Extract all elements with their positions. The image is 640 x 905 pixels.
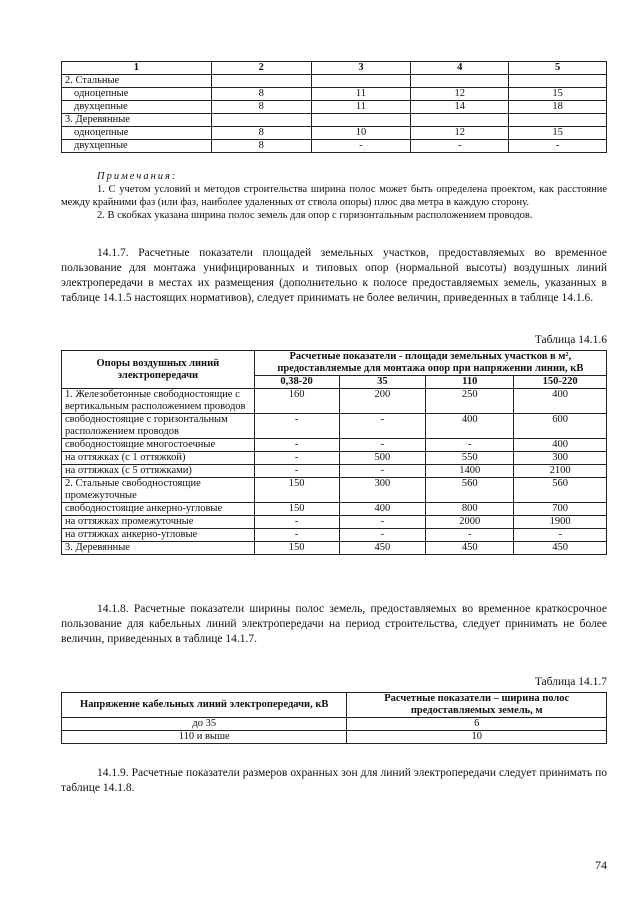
cell: 18 (509, 101, 607, 114)
cell: 150 (254, 503, 339, 516)
notes-block (61, 170, 607, 222)
cell: - (411, 140, 509, 153)
table-row (62, 75, 607, 88)
row-label: на оттяжках (с 5 оттяжками) (62, 465, 255, 478)
cell: 110 и выше (62, 731, 347, 744)
cell: - (254, 439, 339, 452)
table-row (62, 101, 607, 114)
cell: 10 (311, 127, 411, 140)
row-label: одноцепные (62, 127, 212, 140)
cell: 11 (311, 101, 411, 114)
cell: 400 (426, 414, 514, 439)
cell: 450 (426, 542, 514, 555)
cell: 550 (426, 452, 514, 465)
cell: - (311, 140, 411, 153)
row-label: 2. Стальные свободностоящие промежуточные (62, 478, 255, 503)
cell (411, 75, 509, 88)
col-header: Напряжение кабельных линий электропередачи, кВ (62, 693, 347, 718)
cell: 800 (426, 503, 514, 516)
cell: 11 (311, 88, 411, 101)
voltage-header: 110 (426, 376, 514, 389)
table-header-row (62, 62, 607, 75)
col-header: Расчетные показатели – ширина полос предоставляемых земель, м (347, 693, 607, 718)
cell (411, 114, 509, 127)
cell: - (426, 439, 514, 452)
paragraph-14-1-8: 14.1.8. Расчетные показатели ширины полос земель, предоставляемых во временное краткосрочное пользование для кабельных линий электропередачи на период строительства, следует принимать не более величин, приведенных в таблице 14.1.7. (61, 603, 607, 645)
table-row (62, 439, 607, 452)
support-area-table (61, 350, 607, 555)
cell: 450 (514, 542, 607, 555)
group-header: Расчетные показатели - площади земельных участков в м², предоставляемые для монтажа опор при напряжении линии, кВ (254, 351, 606, 376)
row-label: двухцепные (62, 140, 212, 153)
cell: 150 (254, 542, 339, 555)
table-row (62, 414, 607, 439)
table-row (62, 731, 607, 744)
cell: 15 (509, 88, 607, 101)
cell: 500 (339, 452, 426, 465)
table-row (62, 452, 607, 465)
col1-header: Опоры воздушных линий электропередачи (62, 351, 255, 389)
cell: 560 (514, 478, 607, 503)
table-row (62, 114, 607, 127)
col-header: 5 (509, 62, 607, 75)
table-row (62, 542, 607, 555)
note-item: 2. В скобках указана ширина полос земель для опор с горизонтальным расположением проводов. (97, 210, 533, 221)
cell: 400 (514, 439, 607, 452)
cell: - (509, 140, 607, 153)
col-header: 1 (62, 62, 212, 75)
col-header: 2 (211, 62, 311, 75)
voltage-header: 0,38-20 (254, 376, 339, 389)
cell: - (254, 452, 339, 465)
cell: 250 (426, 389, 514, 414)
cell: - (254, 465, 339, 478)
table-row (62, 465, 607, 478)
col-header: 3 (311, 62, 411, 75)
table-row (62, 718, 607, 731)
notes-title: Примечания: (97, 171, 178, 182)
cell: 160 (254, 389, 339, 414)
power-line-width-table (61, 61, 607, 153)
cell: до 35 (62, 718, 347, 731)
voltage-header: 35 (339, 376, 426, 389)
cable-line-width-table (61, 692, 607, 744)
row-label: на оттяжках промежуточные (62, 516, 255, 529)
table-row (62, 88, 607, 101)
paragraph-14-1-9: 14.1.9. Расчетные показатели размеров охранных зон для линий электропередачи следует принимать по таблице 14.1.8. (61, 767, 607, 794)
cell: 6 (347, 718, 607, 731)
row-label: 3. Деревянные (62, 114, 212, 127)
cell: 600 (514, 414, 607, 439)
cell: 150 (254, 478, 339, 503)
cell: - (426, 529, 514, 542)
cell: 560 (426, 478, 514, 503)
cell: 300 (339, 478, 426, 503)
table-row (62, 478, 607, 503)
cell: 8 (211, 88, 311, 101)
voltage-header: 150-220 (514, 376, 607, 389)
col-header: 4 (411, 62, 509, 75)
row-label: на оттяжках анкерно-угловые (62, 529, 255, 542)
cell: 8 (211, 127, 311, 140)
cell: - (254, 414, 339, 439)
cell: 15 (509, 127, 607, 140)
cell: 300 (514, 452, 607, 465)
row-label: 2. Стальные (62, 75, 212, 88)
table-row (62, 516, 607, 529)
cell: 12 (411, 127, 509, 140)
cell: 10 (347, 731, 607, 744)
cell: - (339, 465, 426, 478)
cell (509, 75, 607, 88)
row-label: 3. Деревянные (62, 542, 255, 555)
cell: 8 (211, 101, 311, 114)
note-item: 1. С учетом условий и методов строительства ширина полос может быть определена проектом, как расстояние между крайними фаз (или фаз, наиболее удаленных от ствола опоры) плюс два метра в каждую сторону. (61, 184, 607, 208)
row-label: одноцепные (62, 88, 212, 101)
cell: 12 (411, 88, 509, 101)
cell: 200 (339, 389, 426, 414)
row-label: на оттяжках (с 1 оттяжкой) (62, 452, 255, 465)
cell: - (254, 529, 339, 542)
cell: - (339, 516, 426, 529)
cell: - (339, 414, 426, 439)
table-caption: Таблица 14.1.6 (534, 334, 607, 346)
cell: 400 (339, 503, 426, 516)
cell: 1400 (426, 465, 514, 478)
cell: - (254, 516, 339, 529)
table-row (62, 529, 607, 542)
cell: 2000 (426, 516, 514, 529)
row-label: свободностоящие анкерно-угловые (62, 503, 255, 516)
cell: - (339, 529, 426, 542)
table-row (62, 140, 607, 153)
table-caption: Таблица 14.1.7 (534, 676, 607, 688)
cell: 1900 (514, 516, 607, 529)
cell: 2100 (514, 465, 607, 478)
cell (311, 75, 411, 88)
cell (509, 114, 607, 127)
row-label: свободностоящие с горизонтальным расположением проводов (62, 414, 255, 439)
cell: 8 (211, 140, 311, 153)
row-label: свободностоящие многостоечные (62, 439, 255, 452)
cell (211, 114, 311, 127)
cell: 700 (514, 503, 607, 516)
table-row (62, 389, 607, 414)
cell: 450 (339, 542, 426, 555)
cell: 14 (411, 101, 509, 114)
cell: - (514, 529, 607, 542)
cell (211, 75, 311, 88)
table-row (62, 127, 607, 140)
row-label: 1. Железобетонные свободностоящие с вертикальным расположением проводов (62, 389, 255, 414)
cell (311, 114, 411, 127)
page-number: 74 (595, 858, 607, 872)
paragraph-14-1-7: 14.1.7. Расчетные показатели площадей земельных участков, предоставляемых во временное пользование для монтажа унифицированных и типовых опор (нормальной высоты) воздушных линий электропередачи в местах их размещения (дополнительно к полосе предоставляемых земель, указанных в таблице 14.1.5 настоящих нормативов), следует принимать не более величин, приведенных в таблице 14.1.6. (61, 247, 607, 304)
table-row (62, 503, 607, 516)
cell: - (339, 439, 426, 452)
cell: 400 (514, 389, 607, 414)
row-label: двухцепные (62, 101, 212, 114)
